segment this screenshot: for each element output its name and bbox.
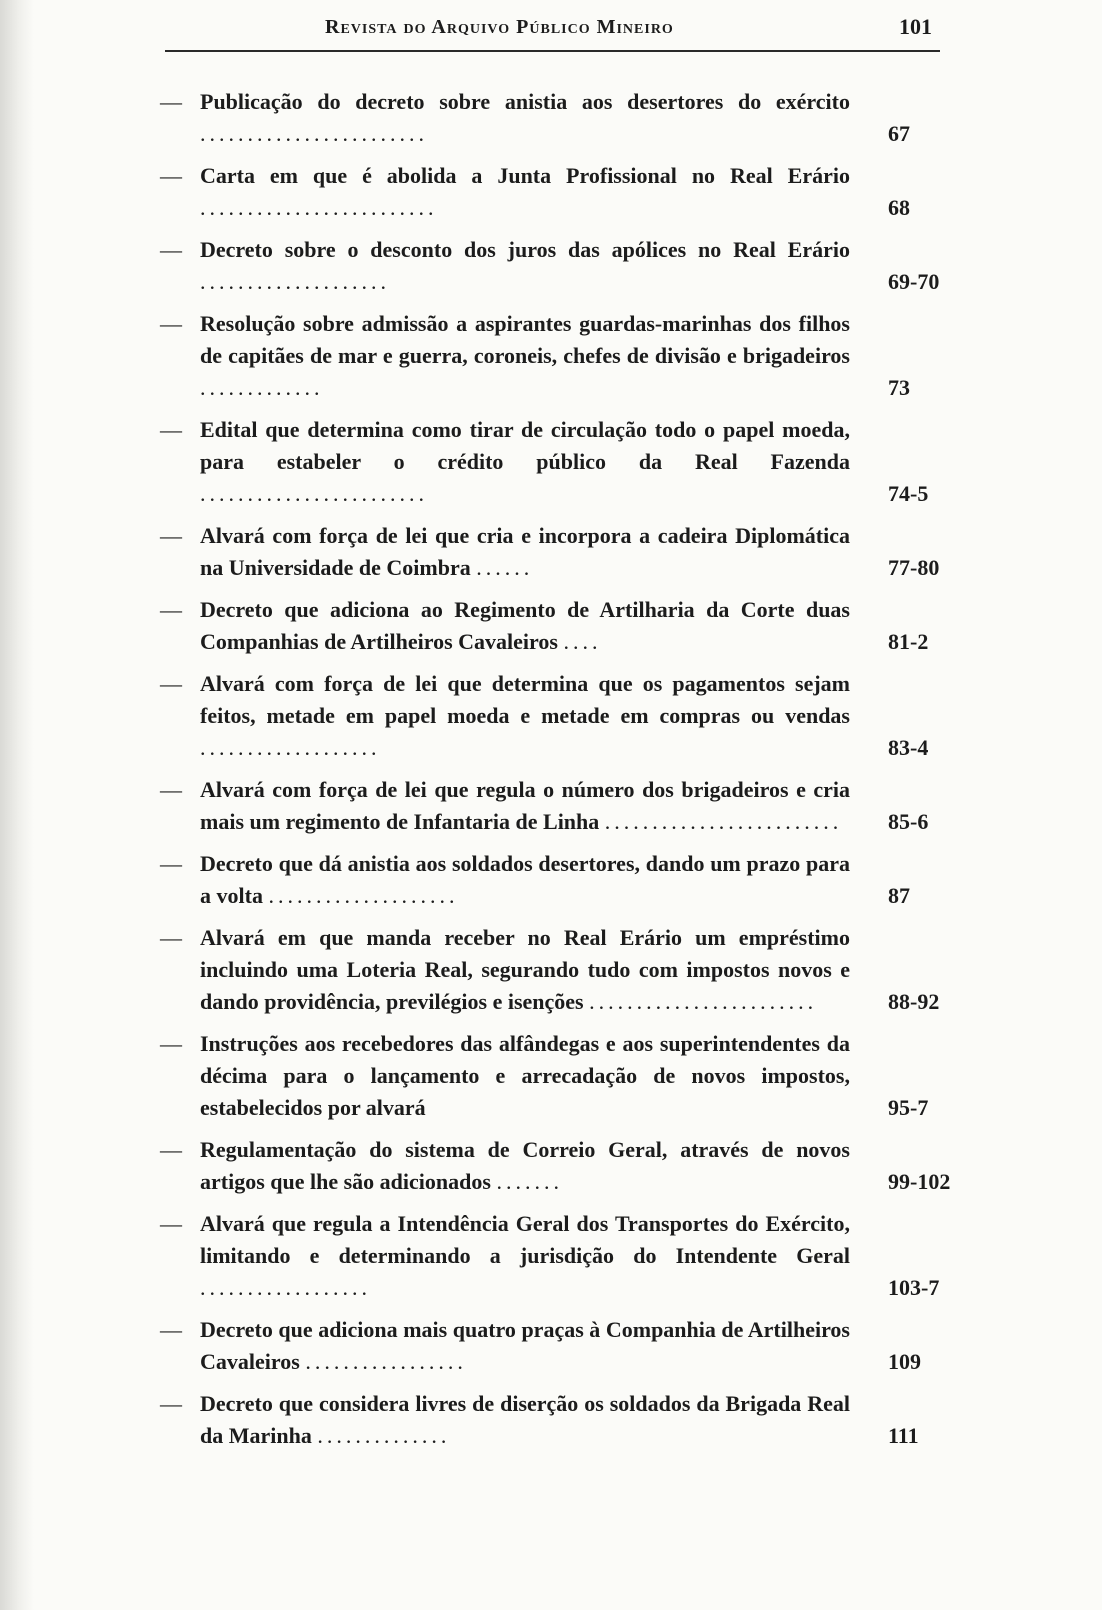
entry-title: Alvará com força de lei que determina que os pagamentos sejam feitos, metade em papel moeda e metade em compras ou vendas bbox=[200, 671, 850, 728]
leader-dots: ...... bbox=[476, 555, 534, 580]
leader-dots: .................... bbox=[268, 883, 459, 908]
entry-dash: — bbox=[160, 597, 182, 622]
table-of-contents bbox=[160, 86, 950, 1462]
leader-dots: ........................ bbox=[589, 989, 818, 1014]
entry-page-range: 68 bbox=[888, 195, 910, 220]
entry-title-block bbox=[200, 922, 850, 1018]
entry-title: Edital que determina como tirar de circulação todo o papel moeda, para estabeler o crédito público da Real Fazenda bbox=[200, 417, 850, 474]
entry-title-block bbox=[200, 774, 850, 838]
entry-title: Alvará com força de lei que regula o número dos brigadeiros e cria mais um regimento de Infantaria de Linha bbox=[200, 777, 850, 834]
leader-dots: .... bbox=[563, 629, 602, 654]
entry-title-block bbox=[200, 1208, 850, 1304]
entry-title: Alvará em que manda receber no Real Erário um empréstimo incluindo uma Loteria Real, segurando tudo com impostos novos e dando providência, previlégios e isenções bbox=[200, 925, 850, 1014]
entry-dash: — bbox=[160, 671, 182, 696]
toc-entry bbox=[160, 1208, 950, 1304]
entry-dash: — bbox=[160, 237, 182, 262]
entry-title-block bbox=[200, 160, 850, 224]
entry-dash: — bbox=[160, 1391, 182, 1416]
toc-entry bbox=[160, 234, 950, 298]
entry-page-range: 69-70 bbox=[888, 269, 940, 294]
entry-dash: — bbox=[160, 1137, 182, 1162]
leader-dots: .................. bbox=[200, 1275, 371, 1300]
entry-page-range: 99-102 bbox=[888, 1169, 951, 1194]
leader-dots: ................. bbox=[305, 1349, 467, 1374]
entry-page-range: 77-80 bbox=[888, 555, 940, 580]
leader-dots: ............. bbox=[200, 375, 324, 400]
entry-title: Decreto que dá anistia aos soldados desertores, dando um prazo para a volta bbox=[200, 851, 850, 908]
page-header bbox=[165, 14, 940, 54]
entry-page-range: 74-5 bbox=[888, 481, 929, 506]
toc-entry bbox=[160, 414, 950, 510]
entry-title: Instruções aos recebedores das alfândegas e aos superintendentes da décima para o lançamento e arrecadação de novos impostos, estabelecidos por alvará bbox=[200, 1031, 850, 1120]
entry-title-block bbox=[200, 1134, 850, 1198]
entry-dash: — bbox=[160, 851, 182, 876]
entry-dash: — bbox=[160, 417, 182, 442]
leader-dots: ........................ bbox=[200, 481, 428, 506]
leader-dots: .................... bbox=[200, 269, 390, 294]
entry-dash: — bbox=[160, 1211, 182, 1236]
entry-page-range: 103-7 bbox=[888, 1275, 940, 1300]
leader-dots: .............. bbox=[317, 1423, 451, 1448]
entry-title: Regulamentação do sistema de Correio Geral, através de novos artigos que lhe são adicionados bbox=[200, 1137, 850, 1194]
page-binding-edge bbox=[0, 0, 34, 1610]
entry-title-block bbox=[200, 86, 850, 150]
entry-dash: — bbox=[160, 163, 182, 188]
entry-title: Decreto que adiciona ao Regimento de Artilharia da Corte duas Companhias de Artilheiros Cavaleiros bbox=[200, 597, 850, 654]
entry-title: Resolução sobre admissão a aspirantes guardas-marinhas dos filhos de capitães de mar e guerra, coroneis, chefes de divisão e brigadeiros bbox=[200, 311, 850, 368]
entry-title-block bbox=[200, 1028, 850, 1124]
entry-dash: — bbox=[160, 523, 182, 548]
entry-page-range: 67 bbox=[888, 121, 910, 146]
toc-entry bbox=[160, 1028, 950, 1124]
entry-title-block bbox=[200, 668, 850, 764]
toc-entry bbox=[160, 520, 950, 584]
running-title: Revista do Arquivo Público Mineiro bbox=[325, 16, 674, 38]
entry-title: Alvará que regula a Intendência Geral dos Transportes do Exército, limitando e determinando a jurisdição do Intendente Geral bbox=[200, 1211, 850, 1268]
leader-dots: ....... bbox=[496, 1169, 563, 1194]
entry-dash: — bbox=[160, 1031, 182, 1056]
leader-dots: ......................... bbox=[604, 809, 843, 834]
entry-page-range: 81-2 bbox=[888, 629, 929, 654]
entry-page-range: 109 bbox=[888, 1349, 921, 1374]
entry-page-range: 83-4 bbox=[888, 735, 929, 760]
entry-title: Publicação do decreto sobre anistia aos desertores do exército bbox=[200, 89, 850, 114]
toc-entry bbox=[160, 86, 950, 150]
entry-page-range: 87 bbox=[888, 883, 910, 908]
entry-title: Decreto sobre o desconto dos juros das apólices no Real Erário bbox=[200, 237, 850, 262]
entry-title: Alvará com força de lei que cria e incorpora a cadeira Diplomática na Universidade de Coimbra bbox=[200, 523, 850, 580]
header-rule bbox=[165, 50, 940, 52]
toc-entry bbox=[160, 922, 950, 1018]
toc-entry bbox=[160, 774, 950, 838]
leader-dots: ......................... bbox=[200, 195, 438, 220]
entry-title-block bbox=[200, 1314, 850, 1378]
toc-entry bbox=[160, 308, 950, 404]
entry-dash: — bbox=[160, 89, 182, 114]
entry-dash: — bbox=[160, 311, 182, 336]
entry-title: Decreto que considera livres de diserção os soldados da Brigada Real da Marinha bbox=[200, 1391, 850, 1448]
entry-title-block bbox=[200, 520, 850, 584]
entry-page-range: 73 bbox=[888, 375, 910, 400]
toc-entry bbox=[160, 1388, 950, 1452]
entry-dash: — bbox=[160, 1317, 182, 1342]
entry-title-block bbox=[200, 1388, 850, 1452]
toc-entry bbox=[160, 848, 950, 912]
entry-page-range: 85-6 bbox=[888, 809, 929, 834]
toc-entry bbox=[160, 1134, 950, 1198]
entry-title-block bbox=[200, 308, 850, 404]
entry-dash: — bbox=[160, 777, 182, 802]
entry-page-range: 88-92 bbox=[888, 989, 940, 1014]
entry-title-block bbox=[200, 848, 850, 912]
entry-page-range: 95-7 bbox=[888, 1095, 929, 1120]
entry-page-range: 111 bbox=[888, 1423, 919, 1448]
toc-entry bbox=[160, 160, 950, 224]
leader-dots: ................... bbox=[200, 735, 381, 760]
entry-title-block bbox=[200, 234, 850, 298]
entry-title-block bbox=[200, 414, 850, 510]
page-number: 101 bbox=[899, 14, 932, 39]
entry-title-block bbox=[200, 594, 850, 658]
entry-title: Decreto que adiciona mais quatro praças à Companhia de Artilheiros Cavaleiros bbox=[200, 1317, 850, 1374]
entry-dash: — bbox=[160, 925, 182, 950]
toc-entry bbox=[160, 668, 950, 764]
toc-entry bbox=[160, 594, 950, 658]
toc-entry bbox=[160, 1314, 950, 1378]
leader-dots: ........................ bbox=[200, 121, 428, 146]
entry-title: Carta em que é abolida a Junta Profissional no Real Erário bbox=[200, 163, 850, 188]
